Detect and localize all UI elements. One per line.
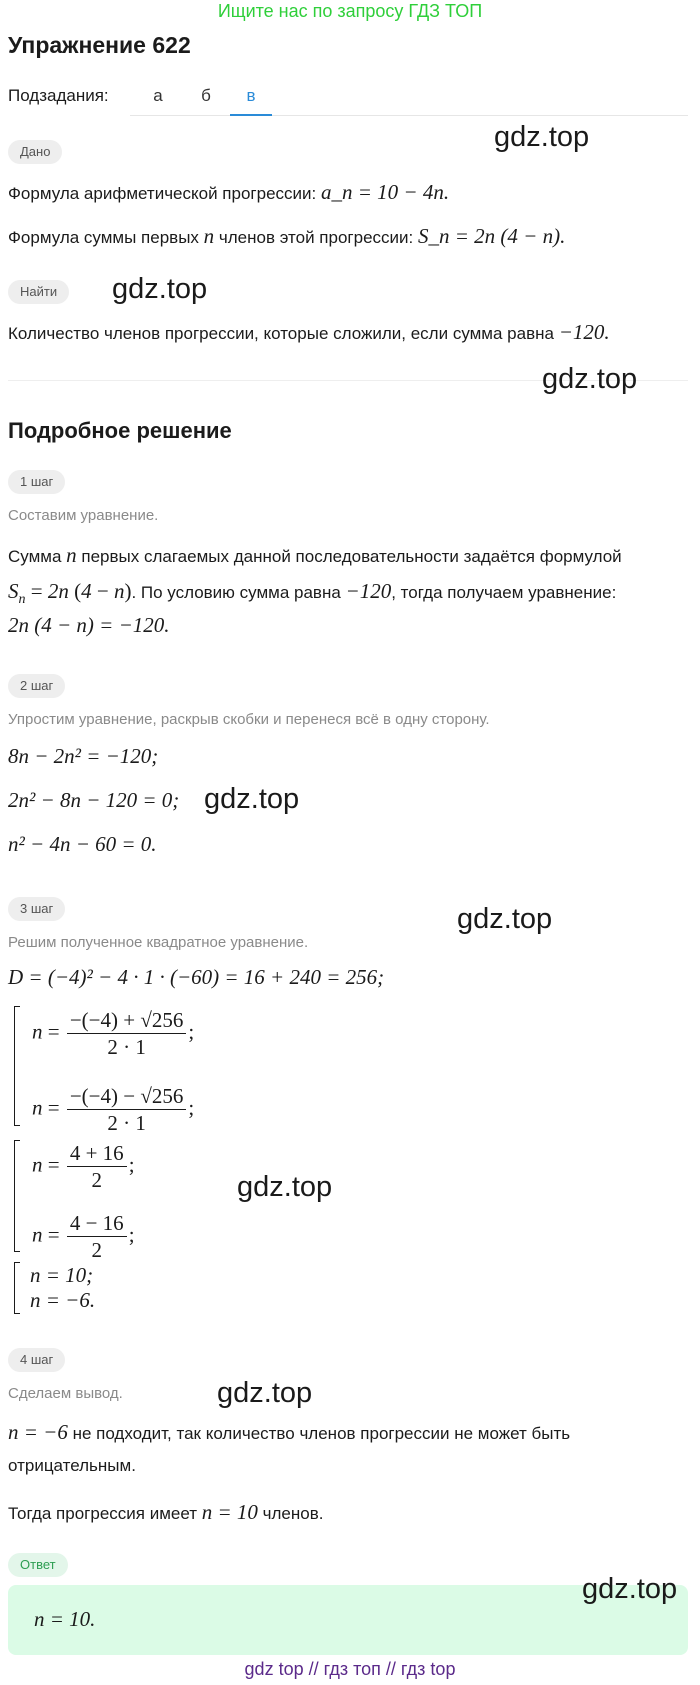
root-2-numerator: −(−4) − √256 (67, 1083, 187, 1110)
root-1-numerator: −(−4) + √256 (67, 1007, 187, 1034)
step-2-eq-2: 2n² − 8n − 120 = 0; (8, 788, 180, 812)
step-1-text-b: первых слагаемых данной последовательности задаётся формулой (81, 547, 622, 566)
page-title: Упражнение 622 (8, 32, 191, 58)
tab-a[interactable]: а (153, 86, 163, 105)
find-text: Количество членов прогрессии, которые сложили, если сумма равна (8, 324, 554, 343)
root-1: n = $\frac{-(-4) + √256}{2 \cdot 1}$ ; (32, 1008, 195, 1059)
root-1-denominator: 2 · 1 (107, 1035, 146, 1059)
given-line-2-mid: членов этой прогрессии: (218, 228, 414, 247)
solution-title: Подробное решение (8, 418, 232, 443)
step-1-text-a: Сумма (8, 547, 62, 566)
tab-v[interactable]: в (246, 86, 256, 105)
step-4-line-3 (8, 1498, 323, 1526)
tab-b[interactable]: б (201, 86, 211, 105)
search-banner: Ищите нас по запросу ГДЗ ТОП (217, 1, 483, 21)
system-bracket-2 (14, 1140, 20, 1252)
find-value: −120. (558, 320, 610, 344)
root-2: n = $\frac{-(-4) - √256}{2 \cdot 1}$ ; (32, 1084, 195, 1135)
step-1-equation: 2n (4 − n) = −120. (8, 613, 170, 637)
step-3-hint: Решим полученное квадратное уравнение. (8, 934, 309, 951)
subtasks-bar (8, 82, 688, 116)
given-line-2: Формула суммы первых n членов этой прогрессии: S_n = 2n (4 − n). (8, 224, 566, 248)
step-2-eq-1: 8n − 2n² = −120; (8, 744, 159, 768)
root-2-denominator: 2 · 1 (107, 1111, 146, 1135)
answer-value: n = 10. (34, 1607, 96, 1631)
step-4-math-3: n = 10 (201, 1500, 258, 1524)
step-4-math-1: n = −6 (8, 1420, 68, 1444)
find-line (8, 318, 610, 346)
given-line-1 (8, 178, 449, 206)
answer-pill: Ответ (8, 1553, 68, 1577)
step-4-line-2: отрицательным. (8, 1456, 136, 1475)
watermark: gdz.top (582, 1573, 678, 1605)
root-4: n = $\frac{4 - 16}{2}$ ; (32, 1211, 135, 1262)
root-3-numerator: 4 + 16 (67, 1140, 127, 1167)
step-1-hint: Составим уравнение. (8, 507, 159, 524)
step-4-line-1 (8, 1418, 570, 1446)
step-3-pill: 3 шаг (8, 897, 65, 921)
step-2-pill: 2 шаг (8, 674, 65, 698)
step-4-hint: Сделаем вывод. (8, 1385, 123, 1402)
step-4-text-1: не подходит, так количество членов прогрессии не может быть (72, 1424, 571, 1443)
given-pill: Дано (8, 140, 62, 164)
watermark: gdz.top (204, 783, 300, 815)
step-4-text-3b: членов. (262, 1504, 324, 1523)
step-1-line-2: $S_n = 2n$ (4 − n). По условию сумма равна −120, тогда получаем уравнение: (8, 579, 617, 608)
given-line-1-math: a_n = 10 − 4n. (320, 180, 450, 204)
watermark: gdz.top (542, 363, 638, 395)
given-line-2-text: Формула суммы первых (8, 228, 199, 247)
watermark: gdz.top (237, 1171, 333, 1203)
step-1-text-c: . По условию сумма равна (131, 583, 341, 602)
root-n2: n = −6. (30, 1288, 96, 1312)
given-line-2-math: S_n = 2n (4 − n). (417, 224, 566, 248)
step-1-pill: 1 шаг (8, 470, 65, 494)
step-1-value: −120 (345, 579, 392, 603)
find-pill: Найти (8, 280, 69, 304)
root-4-denominator: 2 (91, 1238, 103, 1262)
step-4-pill: 4 шаг (8, 1348, 65, 1372)
footer-links: gdz top // гдз топ // гдз top (244, 1659, 456, 1679)
root-n1: n = 10; (30, 1263, 94, 1287)
subtasks-label: Подзадания: (8, 86, 109, 105)
step-3-discriminant: D = (−4)² − 4 · 1 · (−60) = 16 + 240 = 256; (8, 965, 385, 989)
root-4-numerator: 4 − 16 (67, 1210, 127, 1237)
root-3: n = $\frac{4 + 16}{2}$ ; (32, 1141, 135, 1192)
step-4-text-3a: Тогда прогрессия имеет (8, 1504, 198, 1523)
active-tab-indicator (230, 114, 272, 116)
subtasks-divider (130, 115, 688, 116)
watermark: gdz.top (457, 903, 553, 935)
step-1-line-1: Сумма n первых слагаемых данной последовательности задаётся формулой (8, 543, 622, 567)
step-2-eq-3: n² − 4n − 60 = 0. (8, 832, 157, 856)
root-3-denominator: 2 (91, 1168, 103, 1192)
given-line-1-text: Формула арифметической прогрессии: (8, 184, 317, 203)
watermark: gdz.top (217, 1377, 313, 1409)
watermark: gdz.top (112, 273, 208, 305)
step-2-hint: Упростим уравнение, раскрыв скобки и перенеся всё в одну сторону. (8, 711, 490, 728)
system-bracket-3 (14, 1262, 20, 1314)
system-bracket-1 (14, 1006, 20, 1126)
watermark: gdz.top (494, 121, 590, 153)
step-1-text-d: , тогда получаем уравнение: (391, 583, 617, 602)
